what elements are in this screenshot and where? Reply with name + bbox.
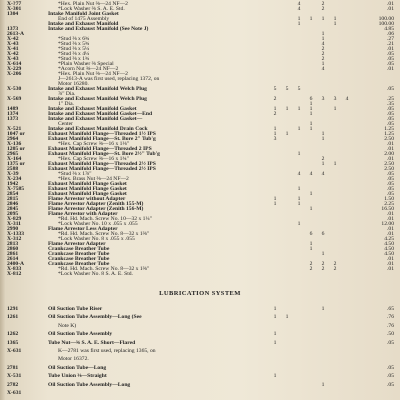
price-cell: 1.25 bbox=[384, 126, 394, 132]
price-cell: 4.50 bbox=[384, 251, 394, 257]
quantity-cell: 5 bbox=[273, 86, 277, 92]
quantity-cell: 1 bbox=[285, 106, 289, 112]
quantity-cell: 2 bbox=[321, 56, 325, 62]
part-description: Intake and Exhaust Manifold Welch Plug bbox=[48, 86, 147, 92]
part-description: Flame Arrestor Adapter bbox=[48, 241, 106, 247]
part-number: X-234 bbox=[7, 176, 22, 182]
quantity-cell: 3 bbox=[333, 96, 337, 102]
quantity-cell: 1 bbox=[273, 306, 277, 312]
part-description: Motor 16280. bbox=[58, 81, 89, 87]
quantity-cell: 2 bbox=[321, 261, 325, 267]
part-number: 1205 or bbox=[7, 146, 25, 152]
quantity-cell: 1 bbox=[297, 151, 301, 157]
quantity-cell: 1 bbox=[309, 111, 313, 117]
part-description: Oil Suction Tube—Long bbox=[48, 364, 107, 371]
quantity-cell: 1 bbox=[333, 16, 337, 22]
part-number: X-569 bbox=[7, 96, 22, 102]
part-number: X-136 bbox=[7, 141, 22, 147]
part-number: X-43 bbox=[7, 56, 19, 62]
quantity-cell: 1 bbox=[309, 101, 313, 107]
part-description: Flame Arrestor Less Adapter bbox=[48, 226, 118, 232]
part-number: X-530 bbox=[7, 86, 22, 92]
price-cell: .25 bbox=[387, 96, 394, 102]
price-cell: .05 bbox=[387, 339, 394, 346]
part-number: 2815 bbox=[7, 196, 19, 202]
price-cell: .01 bbox=[387, 216, 394, 222]
part-number: 1489 bbox=[7, 106, 19, 112]
part-description: Exhaust Manifold Flange—Threaded 2 IPS bbox=[48, 146, 152, 152]
part-number: 2782 bbox=[7, 381, 19, 388]
quantity-cell: 1 bbox=[309, 246, 313, 252]
part-description: Flame Arrestor without Adapter bbox=[48, 196, 126, 202]
part-description: *Lock Washer ⅜ S. A. E. Std. bbox=[58, 6, 125, 12]
price-cell: 2.00 bbox=[384, 151, 394, 157]
quantity-cell: 1 bbox=[297, 16, 301, 22]
quantity-cell: 5 bbox=[285, 86, 289, 92]
part-number: 1262 bbox=[7, 331, 19, 338]
price-cell: 4.50 bbox=[384, 246, 394, 252]
quantity-cell: 1 bbox=[297, 196, 301, 202]
quantity-cell: 1 bbox=[273, 131, 277, 137]
part-number: X-229 bbox=[7, 66, 22, 72]
quantity-cell: 1 bbox=[297, 186, 301, 192]
part-number: 2854 bbox=[7, 191, 19, 197]
price-cell: .01 bbox=[387, 156, 394, 162]
price-cell: .65 bbox=[387, 306, 394, 312]
price-cell: .05 bbox=[387, 181, 394, 187]
part-number: X-531 bbox=[7, 373, 22, 380]
price-cell: .27 bbox=[387, 36, 394, 42]
quantity-cell: 1 bbox=[273, 126, 277, 132]
price-cell: .01 bbox=[387, 141, 394, 147]
quantity-cell: 1 bbox=[321, 381, 325, 388]
quantity-cell: 4 bbox=[321, 41, 325, 47]
quantity-cell: 6 bbox=[309, 231, 313, 237]
price-cell: .01 bbox=[387, 1, 394, 7]
part-number: 1375 or bbox=[7, 161, 25, 167]
part-description: Flame Arrestor Adapter (Zenith 156-M) bbox=[48, 206, 144, 212]
part-description: *Stud ⅜ x 1¾ bbox=[58, 56, 90, 62]
part-number: 2095 bbox=[7, 211, 19, 217]
quantity-cell: 1 bbox=[321, 36, 325, 42]
price-cell: .05 bbox=[387, 86, 394, 92]
price-cell: 1.25 bbox=[384, 131, 394, 137]
part-description: Exhaust Manifold Flange Gasket bbox=[48, 181, 127, 187]
price-cell: .05 bbox=[387, 171, 394, 177]
part-description: *Plain Washer ⅜ Special bbox=[58, 61, 114, 67]
part-number: 1374 bbox=[7, 111, 19, 117]
part-number: 2845 bbox=[7, 206, 19, 212]
part-number: X-829 bbox=[7, 216, 22, 222]
price-cell: .06 bbox=[387, 31, 394, 37]
part-number: X-42 bbox=[7, 51, 19, 57]
part-number: X-301 bbox=[7, 6, 22, 12]
part-description: Crankcase Breather Tube bbox=[48, 256, 110, 262]
part-number: X-43 bbox=[7, 41, 19, 47]
quantity-cell: 1 bbox=[285, 314, 289, 321]
part-description: ⅞" Dia. bbox=[58, 91, 76, 97]
part-number: X-42 bbox=[7, 36, 19, 42]
part-number: 2846 bbox=[7, 201, 19, 207]
quantity-cell: 2 bbox=[321, 156, 325, 162]
price-cell: .01 bbox=[387, 226, 394, 232]
price-cell: .05 bbox=[387, 381, 394, 388]
quantity-cell: 2 bbox=[321, 46, 325, 52]
part-description: *Lock Washer No. 8 S. A. E. Std. bbox=[58, 271, 133, 277]
part-number: X-41 bbox=[7, 46, 19, 52]
part-description: Intake and Exhaust Manifold Welch Plug bbox=[48, 96, 147, 102]
part-number: X-312 bbox=[7, 236, 22, 242]
part-number: X-521 bbox=[7, 126, 22, 132]
price-cell: .35 bbox=[387, 101, 394, 107]
price-cell: .05 bbox=[387, 121, 394, 127]
part-number: X-164 bbox=[7, 156, 22, 162]
part-description: Intake and Exhaust Manifold bbox=[48, 21, 119, 27]
section-title: LUBRICATION SYSTEM bbox=[159, 290, 241, 297]
part-description: Tube Union ⅜—Straight bbox=[48, 373, 107, 380]
price-cell: .50 bbox=[387, 331, 394, 338]
price-cell: .01 bbox=[387, 146, 394, 152]
quantity-cell: 2 bbox=[273, 96, 277, 102]
part-description: Exhaust Manifold Flange—St. Bore 2" Tub'g bbox=[48, 136, 156, 142]
price-cell: .05 bbox=[387, 373, 394, 380]
part-description: 1" Dia. bbox=[58, 101, 74, 107]
quantity-cell: 1 bbox=[273, 201, 277, 207]
price-cell: 4.50 bbox=[384, 241, 394, 247]
part-description: *Lock Washer No. 10 x .055 x .055 bbox=[58, 221, 138, 227]
price-cell: 100.00 bbox=[378, 21, 394, 27]
part-number: X-206 bbox=[7, 71, 22, 77]
quantity-cell: 6 bbox=[309, 96, 313, 102]
price-cell: .01 bbox=[387, 211, 394, 217]
part-description: End of 1475 Assembly bbox=[58, 16, 110, 22]
part-number: 1365 bbox=[7, 339, 19, 346]
price-cell: .05 bbox=[387, 106, 394, 112]
price-cell: .01 bbox=[387, 6, 394, 12]
price-cell: .01 bbox=[387, 261, 394, 267]
part-number: 2614 bbox=[7, 256, 19, 262]
part-number: X-39 bbox=[7, 171, 19, 177]
quantity-cell: 1 bbox=[309, 241, 313, 247]
part-number: X-631 bbox=[7, 390, 22, 396]
quantity-cell: 1 bbox=[297, 201, 301, 207]
part-number: X-311 bbox=[7, 221, 21, 227]
part-number: X-614 bbox=[7, 61, 22, 67]
part-number: X-?77 bbox=[7, 1, 22, 7]
quantity-cell: 2 bbox=[333, 261, 337, 267]
part-description: K—2781 was first used, replacing 1365, on bbox=[58, 348, 156, 354]
quantity-cell: 4 bbox=[297, 6, 301, 12]
part-number: 2964 bbox=[7, 136, 19, 142]
price-cell: 4.25 bbox=[384, 236, 394, 242]
part-description: *Stud ⅜ x 5¼ bbox=[58, 46, 90, 52]
quantity-cell: 1 bbox=[273, 331, 277, 338]
quantity-cell: 2 bbox=[321, 51, 325, 57]
quantity-cell: 4 bbox=[297, 1, 301, 7]
price-cell: .05 bbox=[387, 176, 394, 182]
price-cell: 2.50 bbox=[384, 166, 394, 172]
part-number: X-833 bbox=[7, 266, 22, 272]
part-description: Exhaust Manifold Flange Gasket bbox=[48, 186, 127, 192]
quantity-cell: 1 bbox=[309, 126, 313, 132]
quantity-cell: 1 bbox=[321, 131, 325, 137]
quantity-cell: 1 bbox=[285, 131, 289, 137]
part-number: 1942 bbox=[7, 181, 19, 187]
part-number: 1291 bbox=[7, 306, 19, 312]
price-cell: .01 bbox=[387, 266, 394, 272]
price-cell: .05 bbox=[387, 364, 394, 371]
part-number: X-7585 bbox=[7, 186, 25, 192]
quantity-cell: 6 bbox=[321, 231, 325, 237]
part-description: *Stud ⅜ x 5¾ bbox=[58, 41, 90, 47]
price-cell: .05 bbox=[387, 116, 394, 122]
price-cell: .76 bbox=[387, 314, 394, 321]
part-description: Oil Suction Tube Assembly bbox=[48, 331, 113, 338]
quantity-cell: 2 bbox=[321, 266, 325, 272]
price-cell: .01 bbox=[387, 256, 394, 262]
part-description: Center bbox=[58, 121, 73, 127]
quantity-cell: 1 bbox=[273, 314, 277, 321]
part-description: Crankcase Breather Tube bbox=[48, 251, 110, 257]
part-description: Tube Nut—⅜ S. A. E. Short—Flared bbox=[48, 339, 136, 346]
part-description: *Hex. Brass Nut ⅜—24 NF—2 bbox=[58, 176, 129, 182]
part-number: 1304 bbox=[7, 11, 19, 17]
price-cell: .76 bbox=[387, 322, 394, 329]
quantity-cell: 2 bbox=[321, 6, 325, 12]
price-cell: 1.50 bbox=[384, 196, 394, 202]
price-cell: 4.85 bbox=[384, 26, 394, 32]
part-number: 1261 bbox=[7, 314, 19, 321]
part-description: Intake and Exhaust Manifold Drain Cock bbox=[48, 126, 148, 132]
quantity-cell: 4 bbox=[345, 96, 349, 102]
part-description: Flame Arrestor with Adapter bbox=[48, 211, 118, 217]
price-cell: 2.50 bbox=[384, 136, 394, 142]
quantity-cell: 1 bbox=[333, 21, 337, 27]
quantity-cell: 1 bbox=[333, 106, 337, 112]
quantity-cell: 1 bbox=[321, 136, 325, 142]
quantity-cell: 2 bbox=[273, 111, 277, 117]
part-number: 2860 bbox=[7, 246, 19, 252]
part-description: *Hex. Plain Nut ⅜—24 NF—2 bbox=[58, 1, 128, 7]
part-description: *Acorn Nut ⅜—24 NF—2 bbox=[58, 66, 119, 72]
price-cell: .05 bbox=[387, 186, 394, 192]
quantity-cell: 4 bbox=[321, 66, 325, 72]
quantity-cell: 1 bbox=[321, 161, 325, 167]
quantity-cell: 3 bbox=[321, 96, 325, 102]
part-description: *Lock Washer No. 8 x .055 x .055 bbox=[58, 236, 135, 242]
quantity-cell: 1 bbox=[321, 16, 325, 22]
quantity-cell: 4 bbox=[297, 171, 301, 177]
part-description: *Stud ⅜ x 4¼ bbox=[58, 51, 90, 57]
quantity-cell: 1 bbox=[297, 106, 301, 112]
price-cell: 16.50 bbox=[381, 206, 394, 212]
part-description: Intake and Exhaust Manifold (See Note J) bbox=[48, 26, 149, 32]
part-description: Oil Suction Tube Assembly—Long bbox=[48, 381, 131, 388]
quantity-cell: 1 bbox=[321, 61, 325, 67]
quantity-cell: 1 bbox=[273, 373, 277, 380]
part-number: 2613-A bbox=[7, 31, 25, 37]
part-number: 2861 bbox=[7, 251, 19, 257]
quantity-cell: 1 bbox=[309, 16, 313, 22]
quantity-cell: 1 bbox=[309, 106, 313, 112]
price-cell: .21 bbox=[387, 41, 394, 47]
price-cell: .05 bbox=[387, 56, 394, 62]
price-cell: 2.50 bbox=[384, 161, 394, 167]
part-number: 2400-A bbox=[7, 261, 25, 267]
price-cell: .05 bbox=[387, 111, 394, 117]
quantity-cell: 1 bbox=[309, 121, 313, 127]
part-description: *Stud ⅜ x 6¾ bbox=[58, 36, 90, 42]
part-number: 2781 bbox=[7, 364, 19, 371]
part-description: J—2613-A was first used, replacing 1372, on bbox=[58, 76, 160, 82]
price-cell: .05 bbox=[387, 191, 394, 197]
part-description: Exhaust Manifold Flange—St. Bore 2½" Tub'g bbox=[48, 151, 160, 157]
quantity-cell: 1 bbox=[321, 251, 325, 257]
part-description: Crankcase Breather Tube bbox=[48, 261, 110, 267]
price-cell: .01 bbox=[387, 46, 394, 52]
part-description: Oil Suction Tube Riser bbox=[48, 306, 103, 312]
price-cell: 100.00 bbox=[378, 16, 394, 22]
price-cell: .01 bbox=[387, 231, 394, 237]
quantity-cell: 1 bbox=[333, 161, 337, 167]
price-cell: 2.25 bbox=[384, 201, 394, 207]
quantity-cell: 2 bbox=[321, 1, 325, 7]
part-description: *Stud ⅜ x 1⅞" bbox=[58, 171, 92, 177]
part-description: Exhaust Manifold Flange—Threaded 2½ IPS bbox=[48, 166, 156, 172]
quantity-cell: 1 bbox=[273, 196, 277, 202]
part-number: 1373 bbox=[7, 26, 19, 32]
part-number: X-812 bbox=[7, 271, 22, 277]
part-description: *Rd. Hd. Mach. Screw No. 10—32 x 1¼" bbox=[58, 216, 152, 222]
part-description: *Rd. Hd. Mach. Screw No. 8—32 x 1⅜" bbox=[58, 231, 150, 237]
part-number: 1047 or bbox=[7, 131, 25, 137]
part-description: Intake and Exhaust Manifold Gasket— bbox=[48, 116, 143, 122]
quantity-cell: 4 bbox=[321, 171, 325, 177]
price-cell: .01 bbox=[387, 66, 394, 72]
part-number: X-1333 bbox=[7, 231, 25, 237]
page-fold-shadow bbox=[0, 0, 6, 400]
part-description: *Rd. Hd. Mach. Screw No. 8—32 x 1⅜" bbox=[58, 266, 150, 272]
part-description: *Hex. Plain Nut ⅜—24 NF—2 bbox=[58, 71, 128, 77]
quantity-cell: 2 bbox=[333, 266, 337, 272]
part-description: Note K) bbox=[58, 322, 77, 329]
part-description: Motor 16372. bbox=[58, 356, 89, 363]
part-description: *Hex. Cap Screw ⅜—16 x 1⅛" bbox=[58, 141, 129, 147]
part-description: Intake and Exhaust Manifold Gasket bbox=[48, 106, 137, 112]
part-description: Intake and Exhaust Manifold Gasket—End bbox=[48, 111, 153, 117]
quantity-cell: 3 bbox=[273, 136, 277, 142]
part-description: Oil Suction Tube Assembly—Long (See bbox=[48, 314, 142, 321]
part-number: 2965 bbox=[7, 151, 19, 157]
part-description: Exhaust Manifold Flange—Threaded 1½ IPS bbox=[48, 131, 156, 137]
part-description: Crankcase Breather Tube bbox=[48, 246, 110, 252]
quantity-cell: 1 bbox=[297, 126, 301, 132]
quantity-cell: 5 bbox=[297, 86, 301, 92]
quantity-cell: 1 bbox=[309, 191, 313, 197]
price-cell: .05 bbox=[387, 51, 394, 57]
part-number: 1373 bbox=[7, 116, 19, 122]
part-description: Flame Arrestor Adapter (Zenith 155-M) bbox=[48, 201, 144, 207]
price-cell: .05 bbox=[387, 61, 394, 67]
part-description: Intake Manifold Joint Gasket bbox=[48, 11, 119, 17]
quantity-cell: 1 bbox=[297, 221, 301, 227]
quantity-cell: 1 bbox=[309, 206, 313, 212]
quantity-cell: 1 bbox=[297, 21, 301, 27]
part-description: Exhaust Manifold Flange—Threaded 2½ IPS bbox=[48, 161, 156, 167]
quantity-cell: 2 bbox=[309, 266, 313, 272]
part-number: 2588 bbox=[7, 166, 19, 172]
part-description: *Hex. Cap Screw ⅜—16 x 1¾" bbox=[58, 156, 129, 162]
quantity-cell: 1 bbox=[273, 106, 277, 112]
quantity-cell: 1 bbox=[321, 31, 325, 37]
part-description: Exhaust Manifold Flange Gasket bbox=[48, 191, 127, 197]
part-number: 2813 bbox=[7, 241, 19, 247]
quantity-cell: 2 bbox=[309, 261, 313, 267]
quantity-cell: 1 bbox=[273, 339, 277, 346]
part-number: X-631 bbox=[7, 348, 22, 354]
quantity-cell: 1 bbox=[321, 306, 325, 312]
part-number: 2990 bbox=[7, 226, 19, 232]
quantity-cell: 4 bbox=[309, 171, 313, 177]
price-cell: 12.00 bbox=[381, 221, 394, 227]
